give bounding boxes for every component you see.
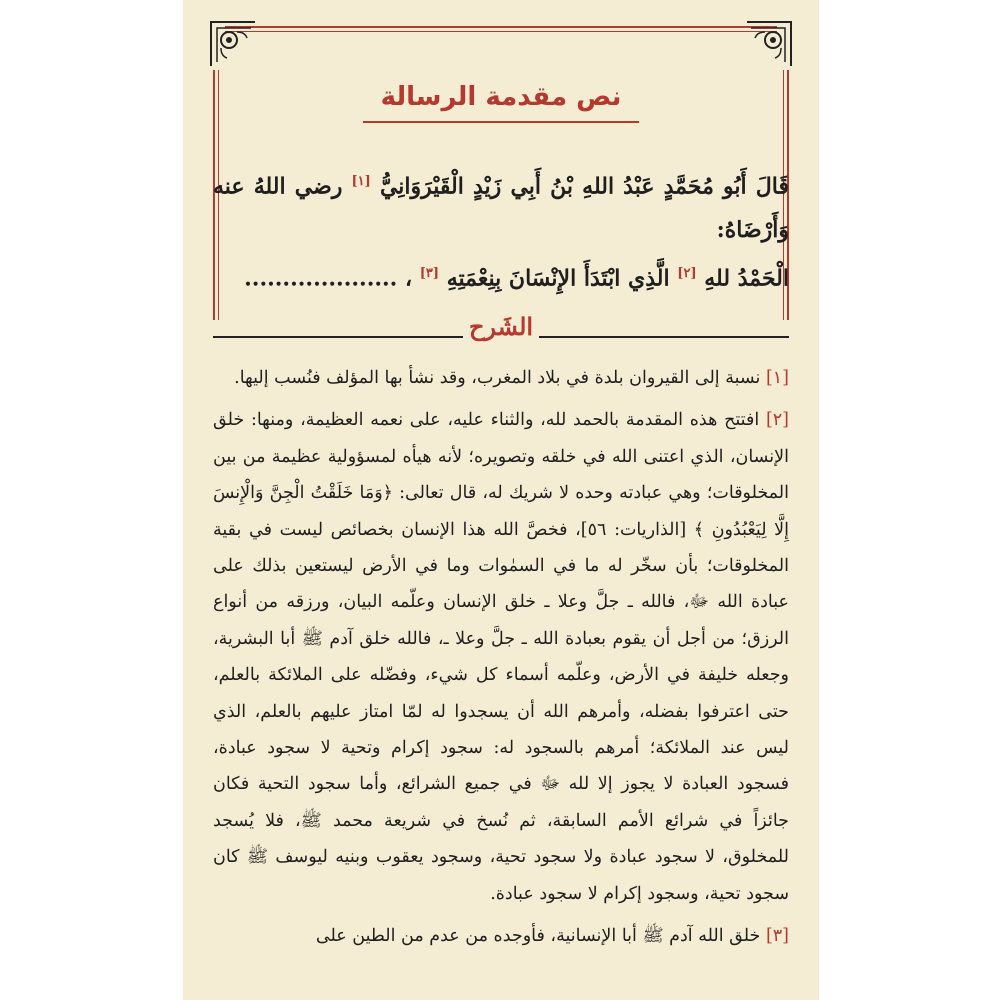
note-paragraph bbox=[213, 360, 789, 396]
note-text: نسبة إلى القيروان بلدة في بلاد المغرب، وقد نشأ بها المؤلف فنُسب إليها. bbox=[234, 368, 761, 388]
commentary-heading: الشَرح bbox=[468, 312, 534, 341]
quote-text: قَالَ أَبُو مُحَمَّدٍ عَبْدُ اللهِ بْنُ أَبِي زَيْدٍ الْقَيْرَوَانِيُّ bbox=[379, 173, 789, 200]
quote-text: الْحَمْدُ للهِ bbox=[704, 265, 789, 292]
book-page bbox=[183, 0, 819, 1000]
note-paragraph bbox=[213, 402, 789, 912]
commentary-body bbox=[213, 360, 789, 961]
note-number: [٣] bbox=[765, 926, 789, 947]
quote-text: ، .................... bbox=[244, 265, 413, 292]
note-paragraph bbox=[213, 918, 789, 954]
quote-text: الَّذِي ابْتَدَأَ الإِنْسَانَ بِنِعْمَتِهِ bbox=[446, 265, 670, 292]
quote-line-1 bbox=[213, 160, 789, 252]
note-number: [١] bbox=[765, 368, 789, 388]
corner-ornament-icon bbox=[207, 18, 259, 70]
footnote-ref: [٣] bbox=[419, 266, 440, 281]
footnote-ref: [٢] bbox=[677, 266, 697, 281]
frame-top-border bbox=[225, 26, 777, 28]
footnote-ref: [١] bbox=[351, 174, 371, 189]
page-title: نص مقدمة الرسالة bbox=[380, 82, 622, 112]
note-text: افتتح هذه المقدمة بالحمد لله، والثناء عليه، على نعمه العظيمة، ومنها: خلق الإنسان، الذي اعتنى الله في خلقه وتصويره؛ لأنه هيأه لمسؤولية عظيمة من بين المخلوقات؛ وهي عبادته وحده لا شريك له، قال تعالى: ﴿وَمَا خَلَقْتُ الْجِنَّ وَالْإِنسَ إِلَّا لِيَعْبُدُونِ ﴾ [الذاريات: ٥٦]، فخصَّ الله هذا الإنسان بخصائص ليست في بقية المخلوقات؛ بأن سخّر له ما في السمٰوات وما في الأرض ليستعين بذلك على عبادة الله ﷻ، فالله ـ جلَّ وعلا ـ خلق الإنسان وعلّمه البيان، ورزقه من أنواع الرزق؛ من أجل أن يقوم بعبادة الله ـ جلَّ وعلا ـ، فالله خلق آدم ﷺ أبا البشرية، وجعله خليفة في الأرض، وعلّمه أسماء كل شيء، وفضّله على الملائكة بالعلم، حتى اعترفوا بفضله، وأمرهم الله أن يسجدوا له لمّا امتاز عليهم بالعلم، الذي ليس عند الملائكة؛ أمرهم بالسجود له: سجود إكرام وتحية لا سجود عبادة، فسجود العبادة لا يجوز إلا لله ﷻ في جميع الشرائع، وأما سجود التحية فكان جائزاً في شرائع الأمم السابقة، ثم نُسخ في شريعة محمد ﷺ، فلا يُسجد للمخلوق، لا سجود عبادة ولا سجود تحية، وسجود يعقوب وبنيه ليوسف ﷺ كان سجود تحية، وسجود إكرام لا سجود عبادة. bbox=[213, 410, 790, 904]
quote-line-2 bbox=[213, 252, 789, 300]
quote-text: رضي اللهُ عنه وَأَرْضَاهُ: bbox=[213, 173, 789, 244]
note-text: خلق الله آدم ﷺ أبا الإنسانية، فأوجده من عدم من الطين على bbox=[315, 926, 761, 947]
corner-ornament-icon bbox=[743, 18, 795, 70]
frame-top-border-inner bbox=[225, 31, 777, 32]
note-number: [٢] bbox=[765, 410, 789, 431]
title-underline bbox=[363, 121, 639, 123]
